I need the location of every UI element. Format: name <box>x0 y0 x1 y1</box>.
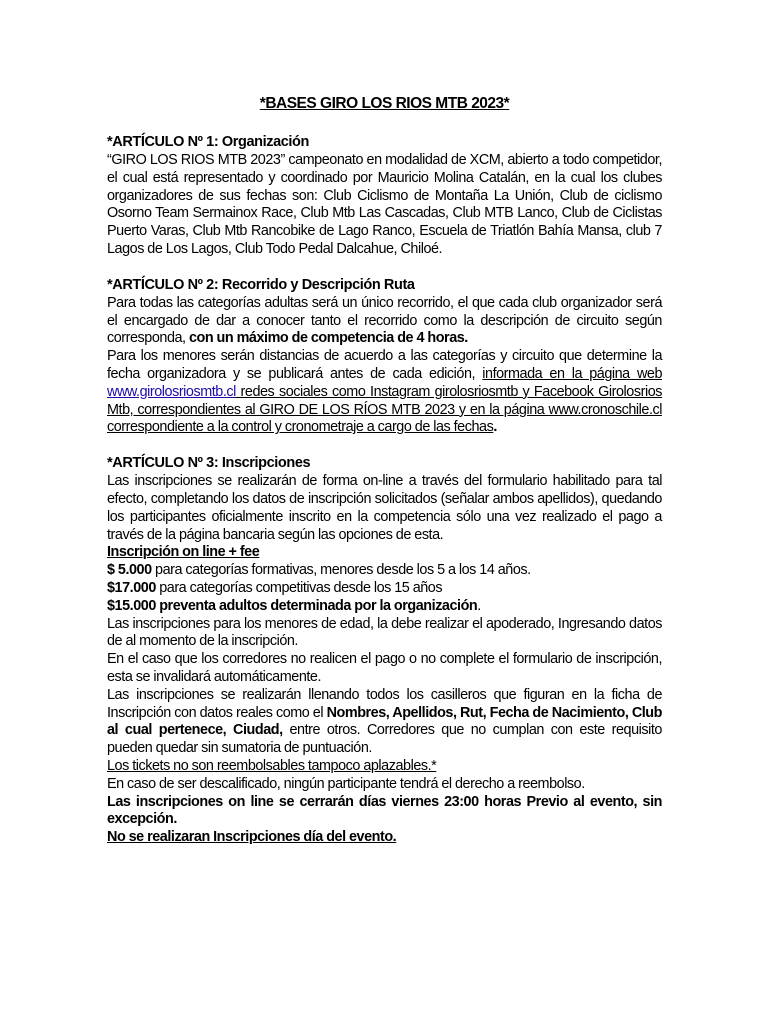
tickets-note: Los tickets no son reembolsables tampoco aplazables.* <box>107 757 437 774</box>
article-1-heading: *ARTÍCULO Nº 1: Organización <box>107 134 309 150</box>
fee-competitive-amount: $17.000 <box>107 579 156 596</box>
required-fields <box>107 687 662 758</box>
info-published-text: informada en la página web <box>482 365 662 382</box>
article-3 <box>107 454 662 847</box>
document-title: *BASES GIRO LOS RIOS MTB 2023* <box>259 95 510 112</box>
required-fields-text-b: entre otros. Corredores que no cumplan con este requisito pueden quedar sin sumatoria de puntuación. <box>107 722 662 757</box>
paragraph-end-period: . <box>493 419 497 436</box>
invalidation-note: En el caso que los corredores no realicen el pago o no complete el formulario de inscripción, esta se invalidará automáticamente. <box>107 651 662 685</box>
fee-heading: Inscripción on line + fee <box>107 544 260 561</box>
required-fields-list: Nombres, Apellidos, Rut, Fecha de Nacimiento, Club al cual pertenece, Ciudad, <box>107 704 662 739</box>
article-2-paragraph-2 <box>107 348 662 437</box>
minors-route-text: Para los menores serán distancias de acuerdo a las categorías y circuito que determine la fecha organizadora y se publicará antes de cada edición, <box>107 348 662 382</box>
article-3-heading: *ARTÍCULO Nº 3: Inscripciones <box>107 455 311 472</box>
registration-intro: Las inscripciones se realizarán de forma on-line a través del formulario habilitado para tal efecto, completando los datos de inscripción solicitados (señalar ambos apellidos), quedando los participantes oficialmente inscrito en la competencia sólo una vez realizado el pago a través de la página bancaria según las opciones de esta. <box>107 473 662 543</box>
no-event-day-registration: No se realizaran Inscripciones día del evento. <box>107 829 397 846</box>
fee-formative-text: para categorías formativas, menores desde los 5 a los 14 años. <box>151 562 531 579</box>
disqualification-note: En caso de ser descalificado, ningún participante tendrá el derecho a reembolso. <box>107 775 585 792</box>
fee-competitive-text: para categorías competitivas desde los 15 años <box>155 579 443 596</box>
article-2-heading: *ARTÍCULO Nº 2: Recorrido y Descripción Ruta <box>107 276 415 293</box>
required-fields-text-a: Las inscripciones se realizarán llenando todos los casilleros que figuran en la ficha de Inscripción con datos reales como el <box>107 686 662 721</box>
fee-presale-text: $15.000 preventa adultos determinada por la organización <box>107 597 478 614</box>
fee-formative <box>107 562 662 580</box>
fee-formative-amount: $ 5.000 <box>107 562 152 579</box>
article-1 <box>107 133 662 259</box>
fee-competitive <box>107 580 662 598</box>
article-2-paragraph-1 <box>107 295 662 348</box>
max-duration-text: con un máximo de competencia de 4 horas. <box>188 330 468 347</box>
fee-presale <box>107 598 662 616</box>
website-link[interactable]: www.girolosriosmtb.cl <box>107 383 236 400</box>
article-2 <box>107 276 662 437</box>
article-1-body: “GIRO LOS RIOS MTB 2023” campeonato en modalidad de XCM, abierto a todo competidor, el cual está representado y coordinado por Mauricio Molina Catalán, en la cual los clubes organizadores de sus fechas son: Club Ciclismo de Montaña La Unión, Club de ciclismo Osorno Team Sermainox Race, Club Mtb Las Cascadas, Club MTB Lanco, Club de Ciclistas Puerto Varas, Club Mtb Rancobike de Lago Ranco, Escuela de Triatlón Bahía Mansa, club 7 Lagos de Los Lagos, Club Todo Pedal Dalcahue, Chiloé. <box>107 152 662 257</box>
social-media-text: redes sociales como Instagram girolosriosmtb y Facebook Girolosrios Mtb, correspondientes al GIRO DE LOS RÍOS MTB 2023 y en la página www.cronoschile.cl correspondiente a la control y cronometraje a cargo de las fechas <box>107 383 662 436</box>
minors-registration: Las inscripciones para los menores de edad, la debe realizar el apoderado, Ingresando datos de al momento de la inscripción. <box>107 615 662 650</box>
document-page <box>107 94 662 864</box>
route-text: Para todas las categorías adultas será un único recorrido, el que cada club organizador será el encargado de dar a conocer tanto el recorrido como la descripción de circuito según corresponda, <box>107 294 662 347</box>
registration-close-note: Las inscripciones on line se cerrarán días viernes 23:00 horas Previo al evento, sin excepción. <box>107 793 662 828</box>
fee-presale-end: . <box>477 597 481 614</box>
